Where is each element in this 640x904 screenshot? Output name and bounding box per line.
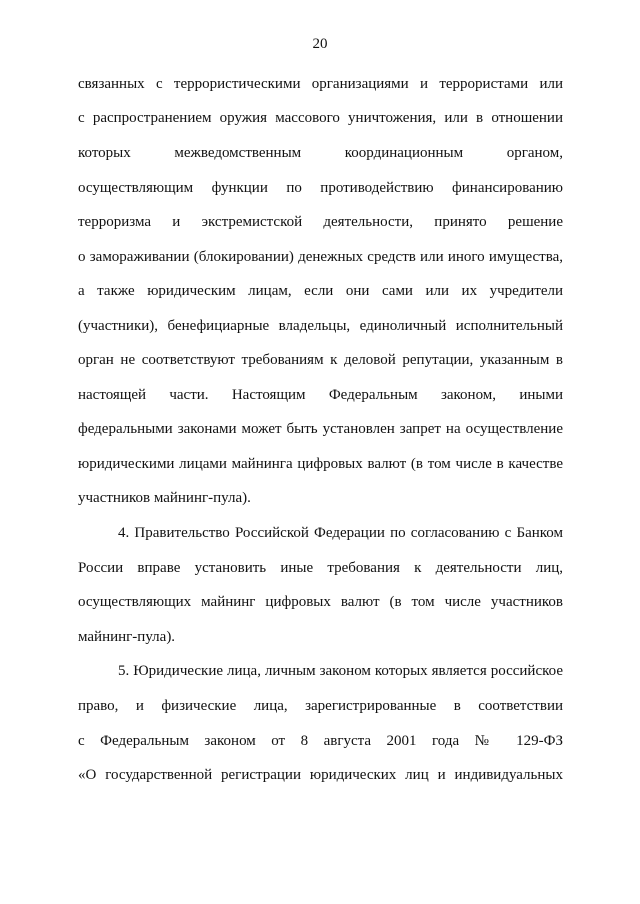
text-line: а также юридическим лицам, если они сами или их учредители	[78, 283, 563, 299]
text-line: с распространением оружия массового уничтожения, или в отношении	[78, 110, 563, 126]
text-line: орган не соответствуют требованиям к деловой репутации, указанным в	[78, 352, 563, 368]
text-line: майнинг-пула).	[78, 629, 176, 645]
text-line: осуществляющих майнинг цифровых валют (в том числе участников	[78, 594, 563, 610]
text-line: осуществляющим функции по противодействию финансированию	[78, 180, 563, 196]
paragraph-start-line: 5. Юридические лица, личным законом которых является российское	[118, 663, 563, 679]
text-line: которых межведомственным координационным органом,	[78, 145, 563, 161]
text-line: о замораживании (блокировании) денежных средств или иного имущества,	[78, 249, 563, 265]
text-line: России вправе установить иные требования к деятельности лиц,	[78, 560, 563, 576]
text-line: юридическими лицами майнинга цифровых валют (в том числе в качестве	[78, 456, 563, 472]
text-line: связанных с террористическими организациями и террористами или	[78, 76, 563, 92]
text-line: право, и физические лица, зарегистрированные в соответствии	[78, 698, 563, 714]
text-line: участников майнинг-пула).	[78, 490, 251, 506]
page-number: 20	[312, 36, 328, 52]
text-line: (участники), бенефициарные владельцы, единоличный исполнительный	[78, 318, 563, 334]
text-line: федеральными законами может быть установлен запрет на осуществление	[78, 421, 563, 437]
text-line: настоящей части. Настоящим Федеральным законом, иными	[78, 387, 563, 403]
text-line: «О государственной регистрации юридических лиц и индивидуальных	[78, 767, 563, 783]
paragraph-start-line: 4. Правительство Российской Федерации по согласованию с Банком	[118, 525, 563, 541]
text-line: терроризма и экстремистской деятельности, принято решение	[78, 214, 563, 230]
text-line: с Федеральным законом от 8 августа 2001 года № 129-ФЗ	[78, 733, 563, 749]
